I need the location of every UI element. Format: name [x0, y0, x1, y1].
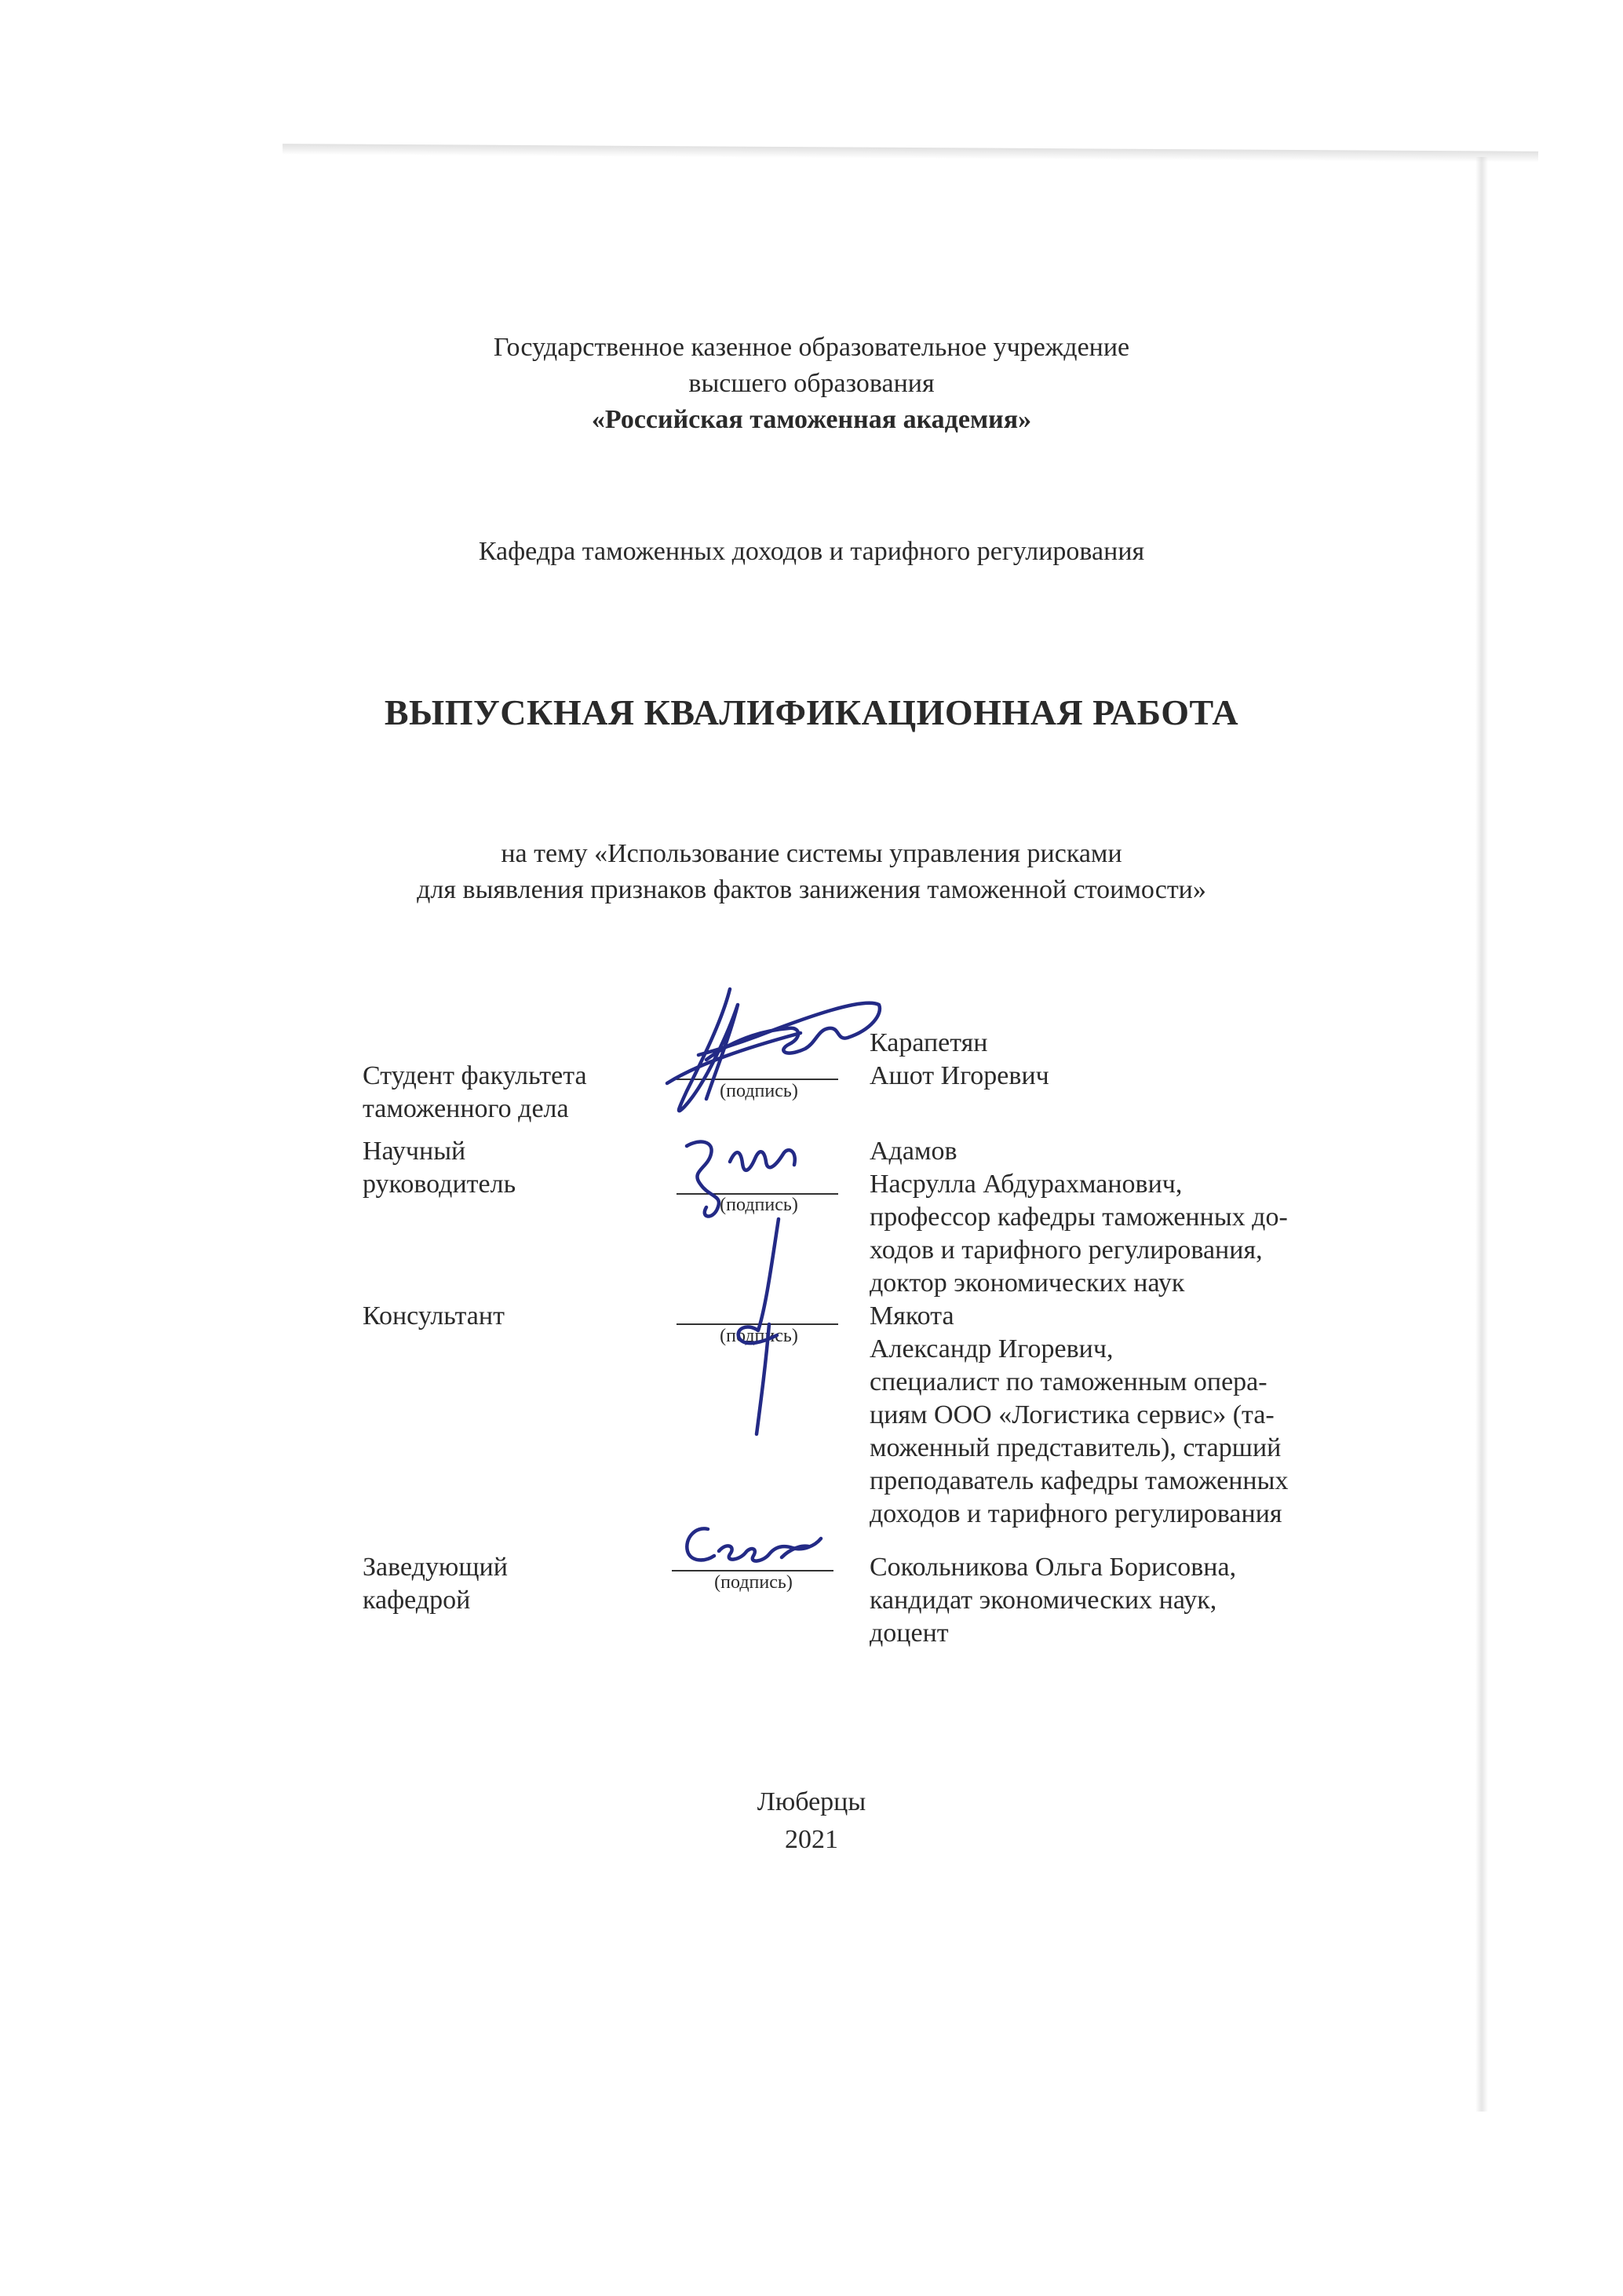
- institution-line-1: Государственное казенное образовательное учреждение: [493, 333, 1130, 362]
- consultant-signature: [691, 1213, 824, 1440]
- student-signature: [612, 973, 895, 1130]
- thesis-topic-line-1: на тему «Использование системы управления рисками: [501, 839, 1122, 868]
- thesis-topic: [0, 836, 1623, 908]
- signature-caption-student: (подпись): [720, 1081, 798, 1101]
- city: Люберцы: [757, 1787, 866, 1816]
- signature-caption-head: (подпись): [714, 1572, 793, 1593]
- signatory-role-consultant: Консультант: [363, 1301, 505, 1331]
- signatory-role-supervisor: Научный руководитель: [363, 1137, 516, 1199]
- signatory-person-student: Карапетян Ашот Игоревич: [870, 1028, 1049, 1090]
- head-signature: [667, 1507, 840, 1586]
- institution-line-2: высшего образования: [688, 369, 935, 398]
- scan-shadow-top: [283, 144, 1538, 162]
- signatory-role-student: Студент факультета таможенного дела: [363, 1061, 587, 1123]
- institution-header: [0, 330, 1623, 438]
- institution-name: «Российская таможенная академия»: [591, 405, 1032, 434]
- document-title: ВЫПУСКНАЯ КВАЛИФИКАЦИОННАЯ РАБОТА: [384, 692, 1239, 732]
- place-and-year: [0, 1783, 1623, 1859]
- signatory-person-supervisor: Адамов Насрулла Абдурахманович, профессор кафедры таможенных до- ходов и тарифного регулирования, доктор экономических наук: [870, 1137, 1288, 1298]
- signatory-person-head: Сокольникова Ольга Борисовна, кандидат экономических наук, доцент: [870, 1553, 1237, 1648]
- department-name: Кафедра таможенных доходов и тарифного регулирования: [478, 537, 1145, 566]
- signatory-person-consultant: Мякота Александр Игоревич, специалист по таможенным опера- циям ООО «Логистика сервис» (та- моженный представитель), старший преподаватель кафедры таможенных доходов и тарифного регулирования: [870, 1301, 1289, 1528]
- signature-caption-supervisor: (подпись): [720, 1195, 798, 1215]
- signature-caption-consultant: (подпись): [720, 1326, 798, 1346]
- year: 2021: [785, 1825, 838, 1854]
- thesis-topic-line-2: для выявления признаков фактов занижения таможенной стоимости»: [417, 875, 1206, 904]
- signatory-role-head: Заведующий кафедрой: [363, 1553, 508, 1615]
